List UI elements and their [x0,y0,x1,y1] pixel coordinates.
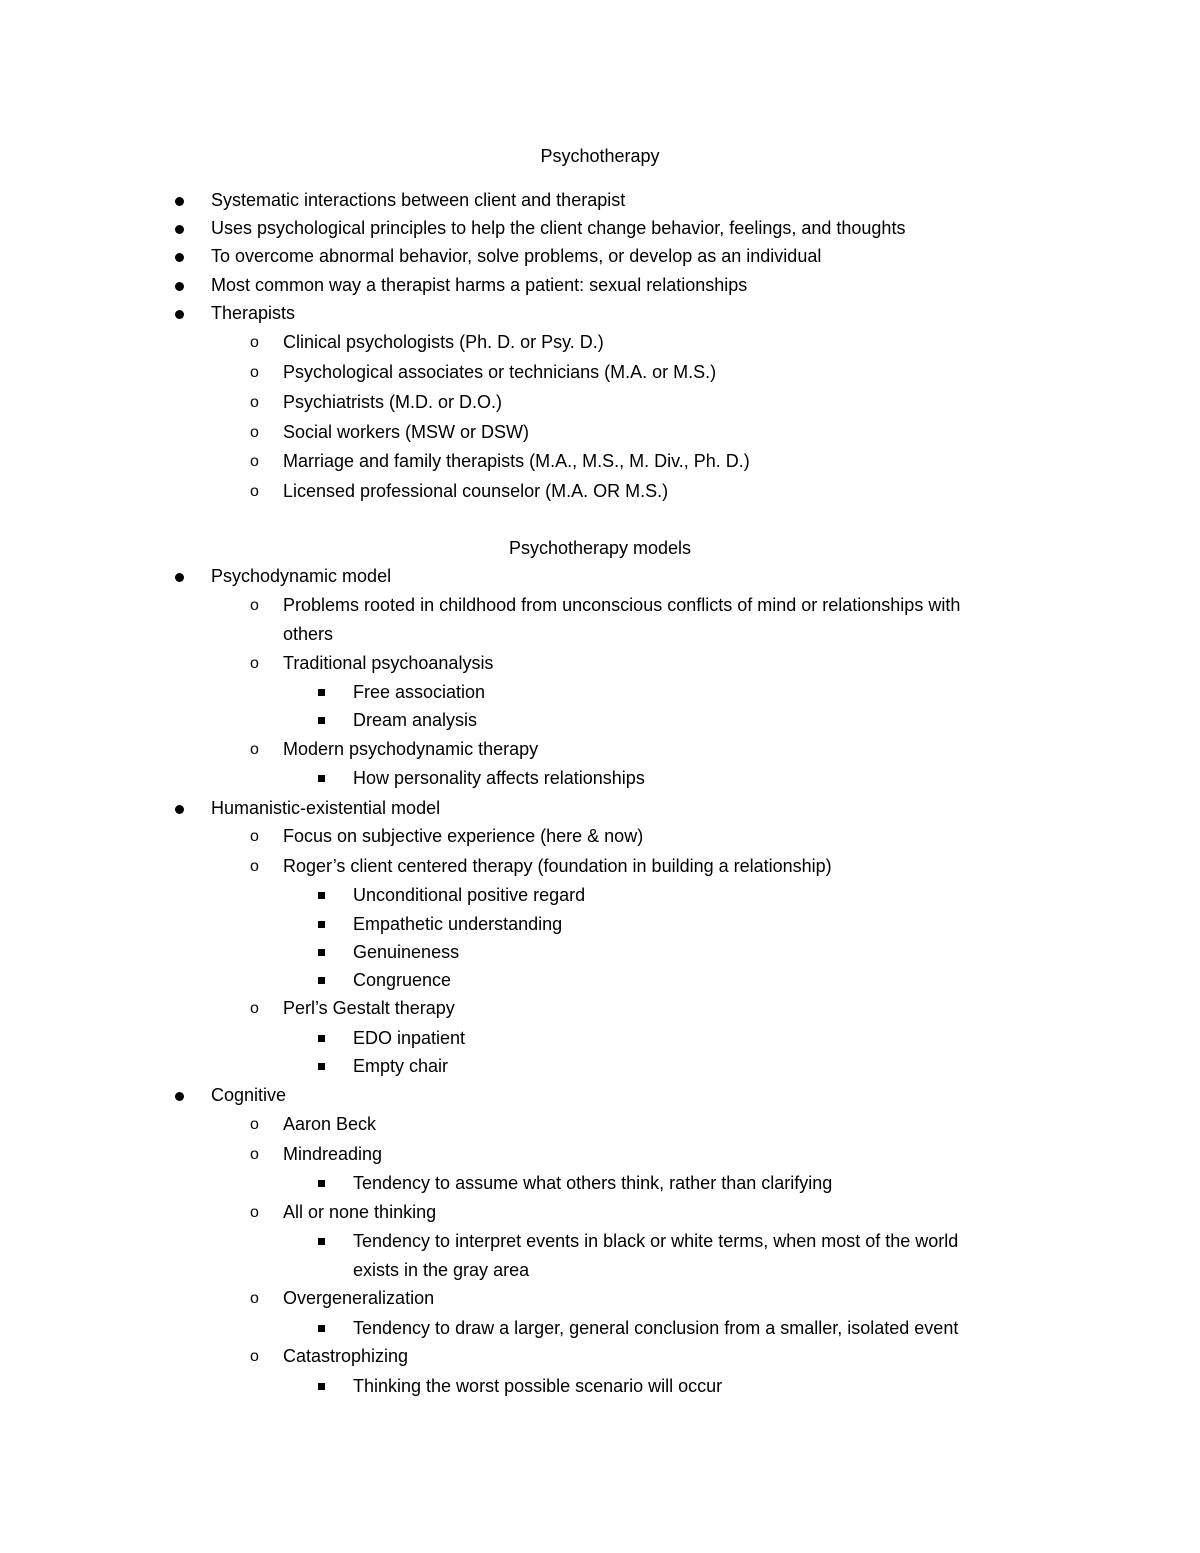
list-item: Congruence [353,970,452,990]
list-item: Thinking the worst possible scenario will occur [353,1376,723,1396]
square-bullet-icon [318,1325,325,1332]
list-item: Psychological associates or technicians (M.A. or M.S.) [283,362,717,382]
list-item: Marriage and family therapists (M.A., M.S., M. Div., Ph. D.) [283,451,750,471]
list-item: Empty chair [353,1056,449,1076]
circle-bullet-icon: o [250,741,259,758]
list-item: Aaron Beck [283,1114,377,1134]
list-item: Mindreading [283,1144,383,1164]
list-item: Licensed professional counselor (M.A. OR M.S.) [283,481,669,501]
list-item: Traditional psychoanalysis [283,653,494,673]
circle-bullet-icon: o [250,1204,259,1221]
circle-bullet-icon: o [250,424,259,441]
list-item: Uses psychological principles to help the client change behavior, feelings, and thoughts [211,218,906,238]
circle-bullet-icon: o [250,1000,259,1017]
list-item: Perl’s Gestalt therapy [283,998,455,1018]
list-item-continuation: others [283,624,334,644]
list-item: Modern psychodynamic therapy [283,739,539,759]
bullet-icon [175,805,184,814]
list-item: Free association [353,682,486,702]
square-bullet-icon [318,717,325,724]
list-item: Tendency to interpret events in black or white terms, when most of the world [353,1231,959,1251]
list-item: EDO inpatient [353,1028,466,1048]
square-bullet-icon [318,1238,325,1245]
bullet-icon [175,573,184,582]
list-item: How personality affects relationships [353,768,645,788]
bullet-icon [175,253,184,262]
list-item: Tendency to draw a larger, general conclusion from a smaller, isolated event [353,1318,959,1338]
circle-bullet-icon: o [250,483,259,500]
list-item: Dream analysis [353,710,478,730]
circle-bullet-icon: o [250,858,259,875]
list-item-continuation: exists in the gray area [353,1260,530,1280]
list-item: Humanistic-existential model [211,798,441,818]
list-item: Problems rooted in childhood from unconscious conflicts of mind or relationships with [283,595,961,615]
list-item: Systematic interactions between client and therapist [211,190,626,210]
square-bullet-icon [318,977,325,984]
list-item: Therapists [211,303,296,323]
list-item: Social workers (MSW or DSW) [283,422,530,442]
circle-bullet-icon: o [250,655,259,672]
square-bullet-icon [318,1063,325,1070]
list-item: Empathetic understanding [353,914,563,934]
list-item: Tendency to assume what others think, rather than clarifying [353,1173,833,1193]
list-item: Cognitive [211,1085,287,1105]
list-item: Genuineness [353,942,460,962]
section-title: Psychotherapy models [508,538,692,558]
list-item: Clinical psychologists (Ph. D. or Psy. D.) [283,332,604,352]
square-bullet-icon [318,1180,325,1187]
circle-bullet-icon: o [250,334,259,351]
square-bullet-icon [318,1383,325,1390]
square-bullet-icon [318,689,325,696]
bullet-icon [175,310,184,319]
circle-bullet-icon: o [250,1290,259,1307]
bullet-icon [175,197,184,206]
bullet-icon [175,282,184,291]
circle-bullet-icon: o [250,1116,259,1133]
page-title: Psychotherapy [540,146,660,166]
list-item: Unconditional positive regard [353,885,586,905]
circle-bullet-icon: o [250,364,259,381]
list-item: Overgeneralization [283,1288,435,1308]
circle-bullet-icon: o [250,1146,259,1163]
square-bullet-icon [318,775,325,782]
bullet-icon [175,1092,184,1101]
list-item: Psychodynamic model [211,566,392,586]
square-bullet-icon [318,1035,325,1042]
list-item: Catastrophizing [283,1346,409,1366]
circle-bullet-icon: o [250,453,259,470]
circle-bullet-icon: o [250,597,259,614]
list-item: All or none thinking [283,1202,437,1222]
list-item: To overcome abnormal behavior, solve problems, or develop as an individual [211,246,822,266]
list-item: Roger’s client centered therapy (foundation in building a relationship) [283,856,832,876]
bullet-icon [175,225,184,234]
list-item: Focus on subjective experience (here & now) [283,826,644,846]
square-bullet-icon [318,921,325,928]
square-bullet-icon [318,892,325,899]
square-bullet-icon [318,949,325,956]
list-item: Psychiatrists (M.D. or D.O.) [283,392,503,412]
list-item: Most common way a therapist harms a patient: sexual relationships [211,275,748,295]
circle-bullet-icon: o [250,828,259,845]
circle-bullet-icon: o [250,1348,259,1365]
circle-bullet-icon: o [250,394,259,411]
